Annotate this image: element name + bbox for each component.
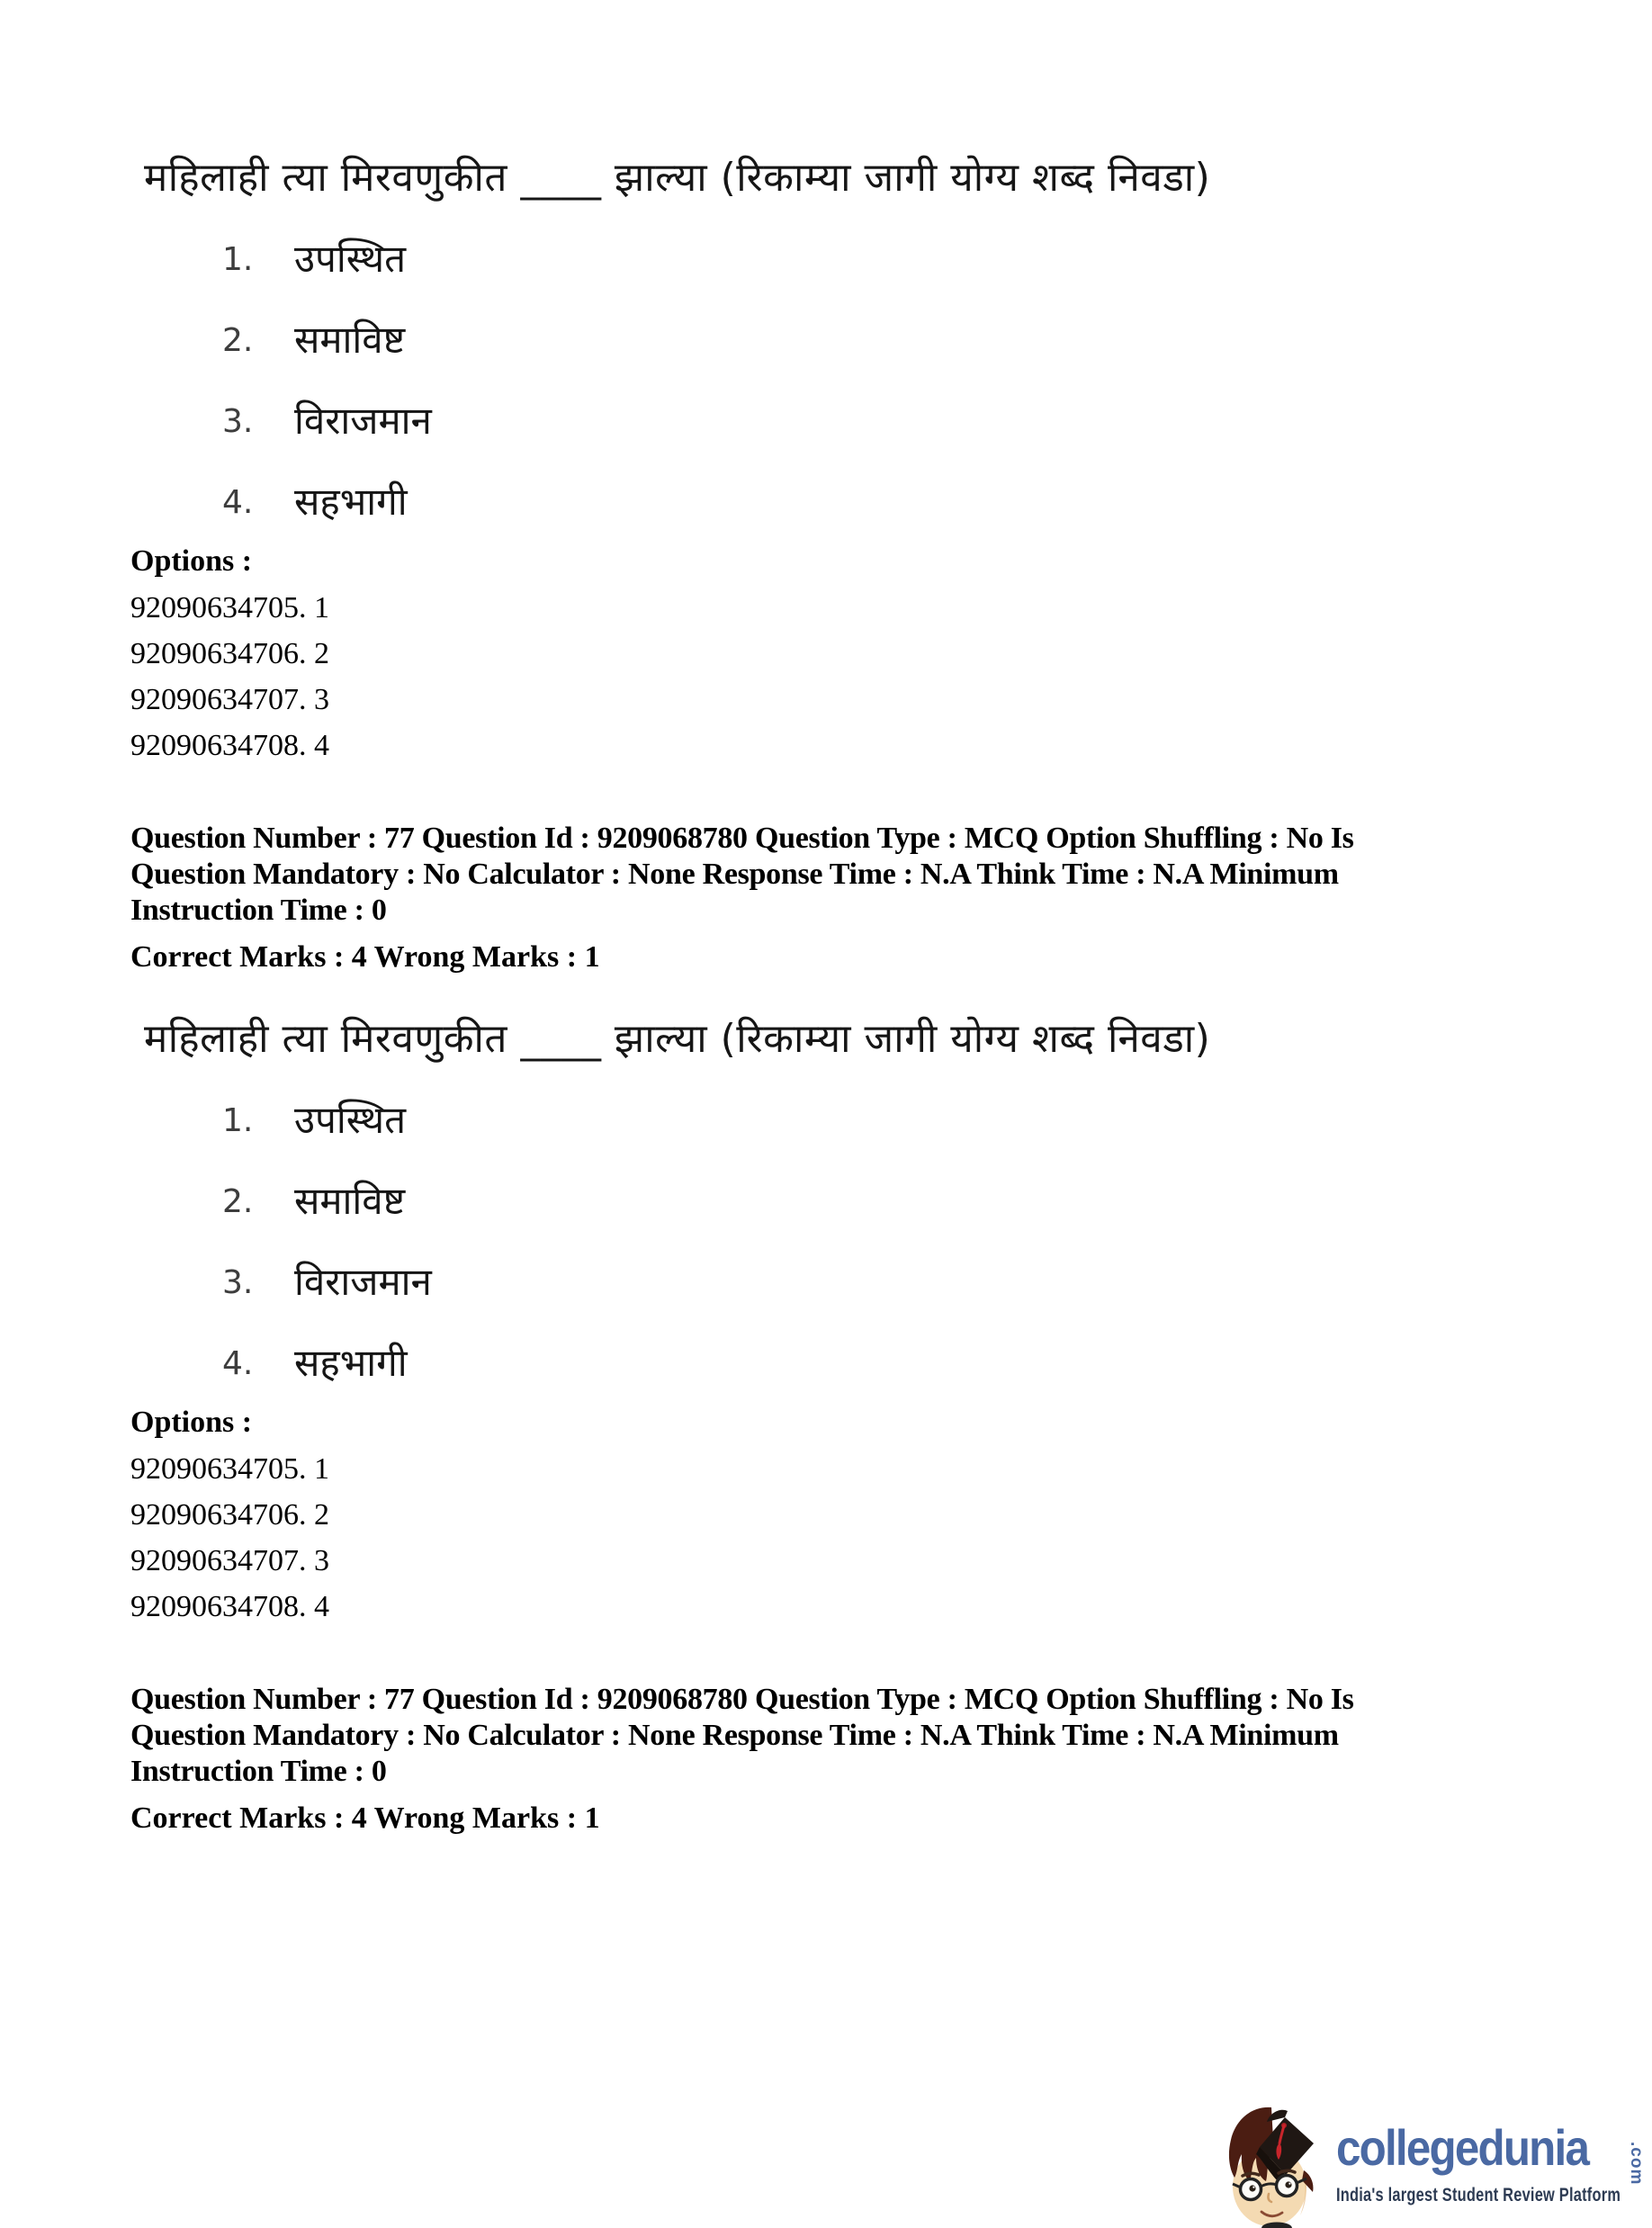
options-heading: Options : bbox=[130, 1406, 253, 1439]
meta-line: Question Number : 77 Question Id : 9209068780 Question Type : MCQ Option Shuffling : No Is bbox=[130, 1683, 1354, 1716]
collegedunia-mascot-icon bbox=[1217, 2089, 1353, 2228]
choice-number: 2. bbox=[222, 1183, 254, 1220]
choice-row bbox=[222, 477, 432, 558]
choice-number: 2. bbox=[222, 322, 254, 359]
question-meta bbox=[130, 1682, 1534, 1790]
meta-line: Question Mandatory : No Calculator : None Response Time : N.A Think Time : N.A Minimum bbox=[130, 1719, 1339, 1752]
choice-row bbox=[222, 396, 432, 477]
question-block bbox=[0, 151, 1652, 1096]
choice-row bbox=[222, 1257, 432, 1338]
option-id-line: 92090634708. 4 bbox=[130, 729, 329, 762]
meta-line: Question Mandatory : No Calculator : None Response Time : N.A Think Time : N.A Minimum bbox=[130, 858, 1339, 891]
meta-line: Instruction Time : 0 bbox=[130, 894, 387, 927]
choice-label: विराजमान bbox=[294, 1260, 432, 1304]
choice-number: 1. bbox=[222, 1102, 254, 1139]
choice-number: 4. bbox=[222, 1345, 254, 1382]
options-heading: Options : bbox=[130, 544, 253, 578]
choice-number: 3. bbox=[222, 403, 254, 440]
brand-text bbox=[1336, 2119, 1651, 2206]
brand-row bbox=[1336, 2119, 1651, 2186]
option-id-line: 92090634706. 2 bbox=[130, 1498, 329, 1532]
marks-line: Correct Marks : 4 Wrong Marks : 1 bbox=[130, 1801, 600, 1835]
choice-label: समाविष्ट bbox=[294, 318, 406, 362]
choice-row bbox=[222, 1176, 432, 1257]
brand-wordmark: collegedunia bbox=[1336, 2119, 1589, 2176]
option-id-list bbox=[130, 585, 329, 768]
option-id-line: 92090634707. 3 bbox=[130, 1544, 329, 1577]
question-stem: महिलाही त्या मिरवणुकीत ____ झाल्या (रिकाम्या जागी योग्य शब्द निवडा) bbox=[144, 155, 1211, 201]
choice-row bbox=[222, 1338, 432, 1419]
choice-row bbox=[222, 234, 432, 315]
choice-label: सहभागी bbox=[294, 480, 408, 524]
question-meta bbox=[130, 821, 1534, 929]
option-id-line: 92090634705. 1 bbox=[130, 1452, 329, 1486]
option-id-line: 92090634706. 2 bbox=[130, 637, 329, 670]
choice-label: उपस्थित bbox=[294, 237, 407, 281]
choice-label: सहभागी bbox=[294, 1341, 408, 1385]
question-stem: महिलाही त्या मिरवणुकीत ____ झाल्या (रिकाम्या जागी योग्य शब्द निवडा) bbox=[144, 1016, 1211, 1062]
choice-number: 3. bbox=[222, 1264, 254, 1301]
choice-number: 1. bbox=[222, 241, 254, 278]
brand-domain-suffix: .com bbox=[1627, 2142, 1646, 2186]
choice-number: 4. bbox=[222, 484, 254, 521]
choice-row bbox=[222, 315, 432, 396]
meta-line: Instruction Time : 0 bbox=[130, 1755, 387, 1788]
question-block bbox=[0, 1012, 1652, 1957]
choice-list bbox=[222, 1095, 432, 1419]
meta-line: Question Number : 77 Question Id : 9209068780 Question Type : MCQ Option Shuffling : No Is bbox=[130, 822, 1354, 855]
choice-label: उपस्थित bbox=[294, 1098, 407, 1142]
option-id-line: 92090634708. 4 bbox=[130, 1590, 329, 1623]
choice-row bbox=[222, 1095, 432, 1176]
choice-label: समाविष्ट bbox=[294, 1179, 406, 1223]
marks-line: Correct Marks : 4 Wrong Marks : 1 bbox=[130, 940, 600, 974]
brand-tagline: India's largest Student Review Platform bbox=[1336, 2185, 1621, 2206]
option-id-line: 92090634707. 3 bbox=[130, 683, 329, 716]
choice-list bbox=[222, 234, 432, 558]
option-id-line: 92090634705. 1 bbox=[130, 591, 329, 624]
collegedunia-logo bbox=[1217, 2086, 1652, 2228]
choice-label: विराजमान bbox=[294, 399, 432, 443]
option-id-list bbox=[130, 1446, 329, 1630]
